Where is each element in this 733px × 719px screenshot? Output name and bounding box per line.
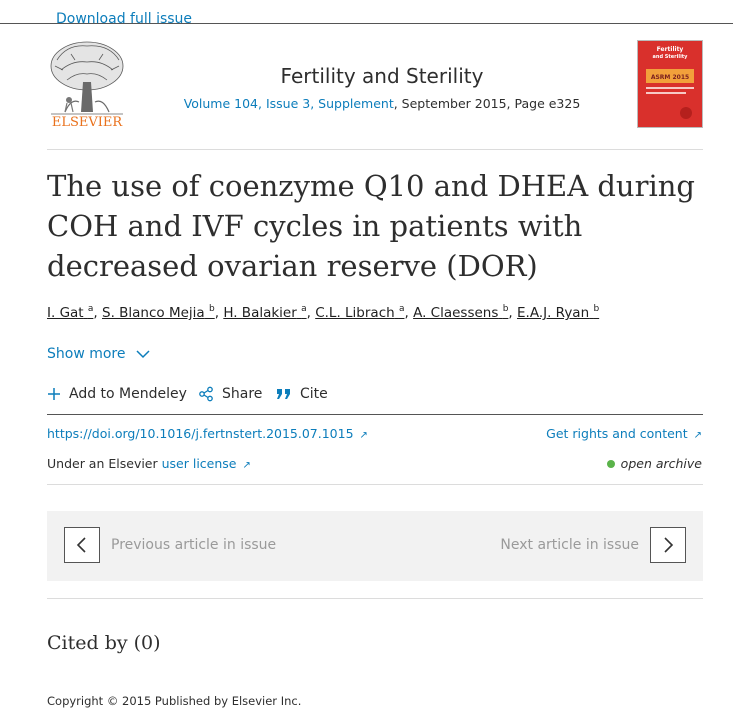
article-navigation xyxy=(47,511,703,581)
issue-link[interactable]: Volume 104, Issue 3, Supplement xyxy=(183,96,394,111)
chevron-left-icon xyxy=(75,536,89,554)
author-link[interactable]: E.A.J. Ryan $^b$ xyxy=(517,304,600,321)
copyright-notice: Copyright © 2015 Published by Elsevier Inc. xyxy=(47,694,302,708)
chevron-right-icon xyxy=(661,536,675,554)
quote-icon xyxy=(276,387,292,401)
download-full-issue-link[interactable]: Download full issue xyxy=(56,11,193,27)
next-article-button[interactable] xyxy=(650,527,686,563)
previous-article-button[interactable] xyxy=(64,527,100,563)
cover-banner: ASRM 2015 xyxy=(650,74,690,81)
author-link[interactable]: C.L. Librach $^a$ xyxy=(315,304,405,321)
license-divider xyxy=(47,484,703,485)
plus-icon xyxy=(47,387,61,401)
license-prefix: Under an Elsevier xyxy=(47,456,158,471)
header-divider xyxy=(47,149,703,150)
author-link[interactable]: A. Claessens $^b$ xyxy=(413,304,509,321)
archive-label: open archive xyxy=(620,456,702,471)
cover-image xyxy=(638,41,702,127)
cited-by-heading: Cited by (0) xyxy=(47,632,161,654)
cite-button[interactable] xyxy=(276,386,328,402)
issue-info xyxy=(160,96,604,111)
share-icon xyxy=(198,386,214,402)
open-archive-badge xyxy=(607,456,702,471)
cover-title-line1: Fertility xyxy=(656,46,684,53)
next-article-label[interactable]: Next article in issue xyxy=(500,537,639,553)
author-link[interactable]: S. Blanco Mejia $^b$ xyxy=(102,304,215,321)
issue-details: , September 2015, Page e325 xyxy=(393,96,581,111)
elsevier-tree-icon xyxy=(47,40,128,128)
author-list: I. Gat $^a$, S. Blanco Mejia $^b$, H. Balakier $^a$, C.L. Librach $^a$, A. Claessens $^b$, E.A.J. Ryan $^b$ xyxy=(47,304,600,321)
status-dot-icon xyxy=(607,460,615,468)
cite-label: Cite xyxy=(300,386,328,402)
cover-title-line2: and Sterility xyxy=(652,54,688,60)
chevron-down-icon xyxy=(136,347,150,361)
doi-link[interactable]: https://doi.org/10.1016/j.fertnstert.2015.07.1015 ↗ xyxy=(47,426,368,441)
external-link-icon: ↗ xyxy=(242,460,251,471)
elsevier-logo[interactable] xyxy=(47,40,128,128)
elsevier-wordmark: ELSEVIER xyxy=(51,115,123,128)
show-more-button[interactable] xyxy=(47,346,150,362)
show-more-label: Show more xyxy=(47,346,126,362)
external-link-icon: ↗ xyxy=(693,430,702,441)
add-to-mendeley-button[interactable] xyxy=(47,386,187,402)
journal-title[interactable]: Fertility and Sterility xyxy=(280,64,484,88)
actions-divider xyxy=(47,414,703,415)
external-link-icon: ↗ xyxy=(359,430,368,441)
author-link[interactable]: H. Balakier $^a$ xyxy=(223,304,307,321)
get-rights-link[interactable]: Get rights and content ↗ xyxy=(546,426,702,441)
article-title: The use of coenzyme Q10 and DHEA during COH and IVF cycles in patients with decreased ovarian reserve (DOR) xyxy=(47,169,695,283)
author-link[interactable]: I. Gat $^a$ xyxy=(47,304,94,321)
navigation-divider xyxy=(47,598,703,599)
mendeley-label: Add to Mendeley xyxy=(69,386,187,402)
journal-cover[interactable] xyxy=(637,40,703,128)
user-license-link[interactable]: user license ↗ xyxy=(161,456,251,471)
license-info xyxy=(47,456,251,471)
share-button[interactable] xyxy=(198,386,262,402)
share-label: Share xyxy=(222,386,263,402)
previous-article-label[interactable]: Previous article in issue xyxy=(111,537,277,553)
